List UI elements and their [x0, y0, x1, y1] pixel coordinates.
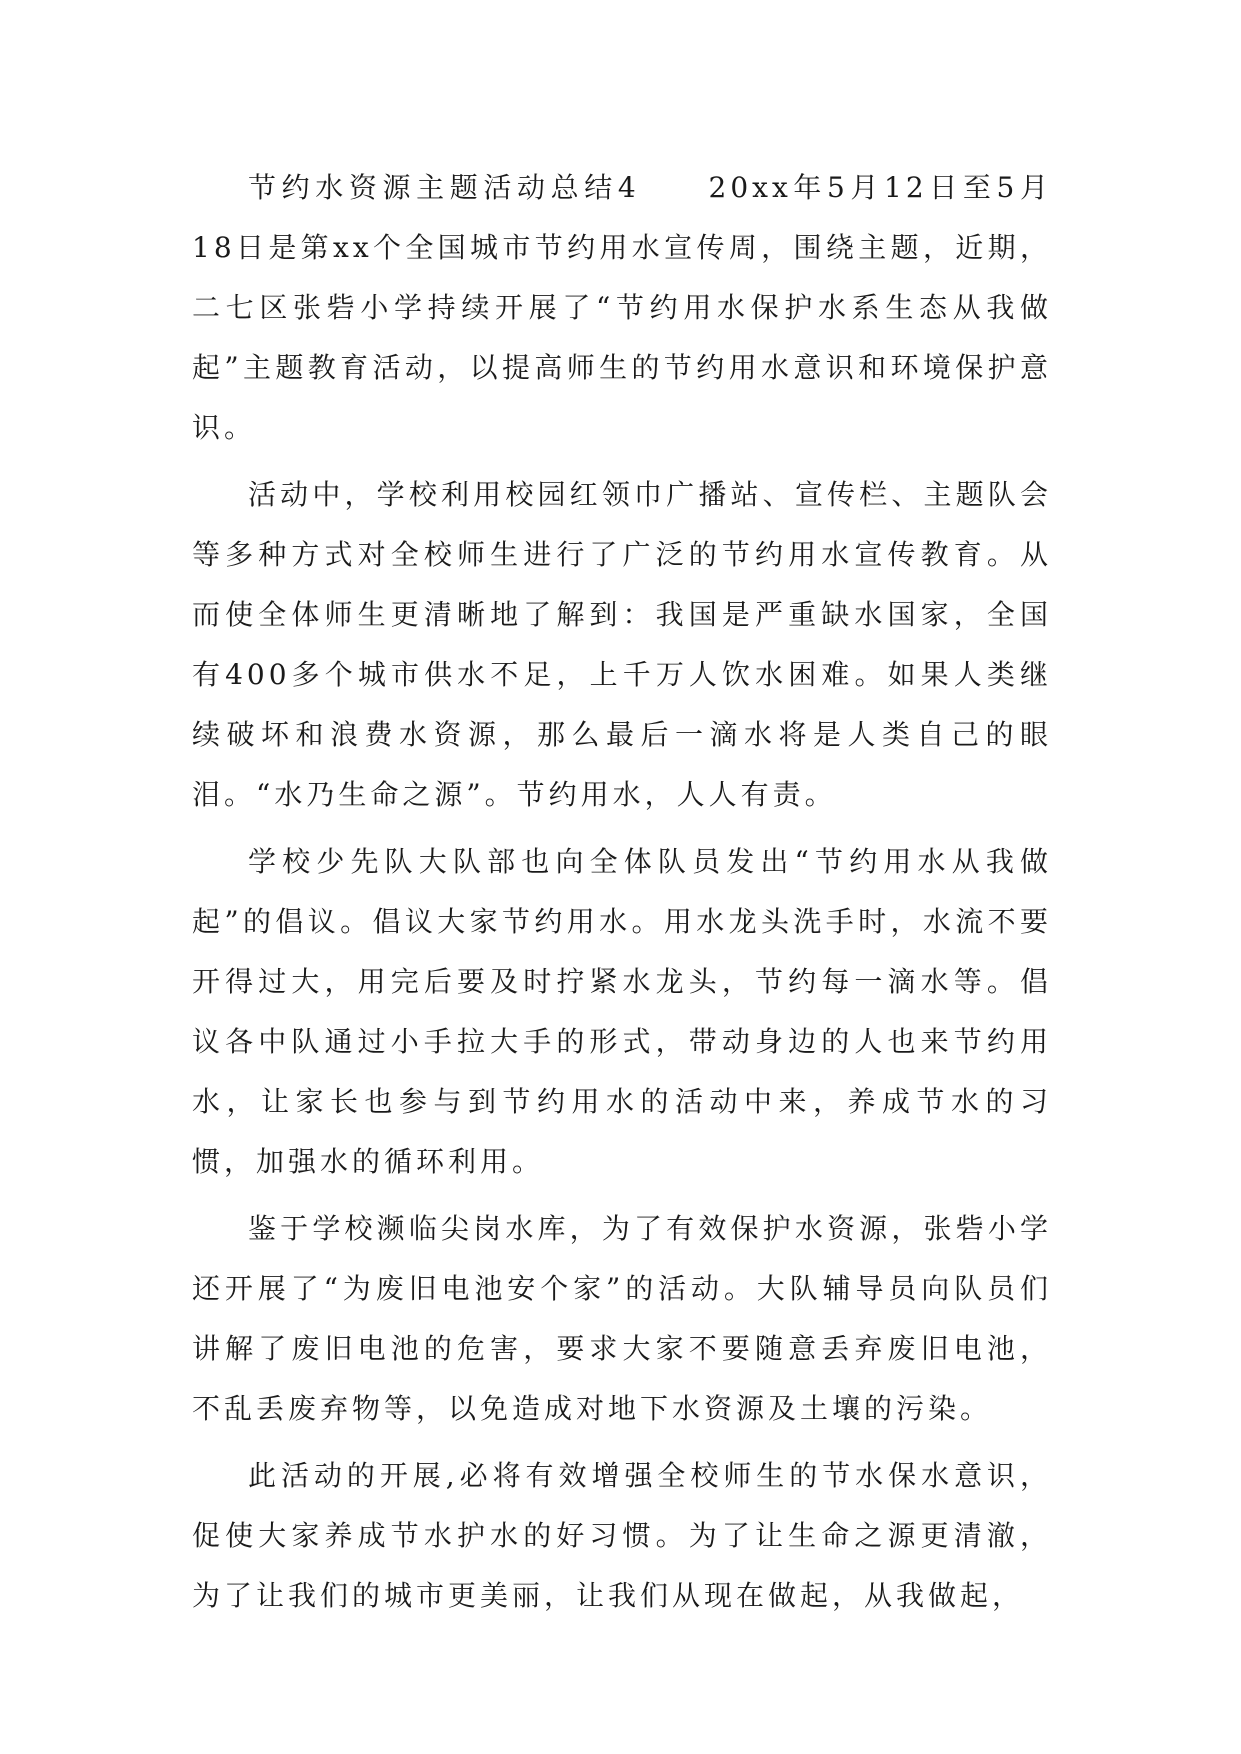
paragraph-4: 鉴于学校濒临尖岗水库，为了有效保护水资源，张砦小学还开展了“为废旧电池安个家”的活动。大队辅导员向队员们讲解了废旧电池的危害，要求大家不要随意丢弃废旧电池，不乱丢废弃物等，以免造成对地下水资源及土壤的污染。 [192, 1212, 1052, 1425]
document-body [192, 158, 1052, 1633]
paragraph-5: 此活动的开展,必将有效增强全校师生的节水保水意识，促使大家养成节水护水的好习惯。为了让生命之源更清澈，为了让我们的城市更美丽，让我们从现在做起，从我做起， [192, 1459, 1052, 1612]
paragraph-1: 节约水资源主题活动总结4 20xx年5月12日至5月18日是第xx个全国城市节约用水宣传周，围绕主题，近期，二七区张砦小学持续开展了“节约用水保护水系生态从我做起”主题教育活动，以提高师生的节约用水意识和环境保护意识。 [192, 171, 1052, 444]
paragraph-2: 活动中，学校利用校园红领巾广播站、宣传栏、主题队会等多种方式对全校师生进行了广泛的节约用水宣传教育。从而使全体师生更清晰地了解到：我国是严重缺水国家，全国有400多个城市供水不足，上千万人饮水困难。如果人类继续破坏和浪费水资源，那么最后一滴水将是人类自己的眼泪。“水乃生命之源”。节约用水，人人有责。 [192, 478, 1052, 811]
paragraph-3: 学校少先队大队部也向全体队员发出“节约用水从我做起”的倡议。倡议大家节约用水。用水龙头洗手时，水流不要开得过大，用完后要及时拧紧水龙头，节约每一滴水等。倡议各中队通过小手拉大手的形式，带动身边的人也来节约用水，让家长也参与到节约用水的活动中来，养成节水的习惯，加强水的循环利用。 [192, 845, 1052, 1178]
